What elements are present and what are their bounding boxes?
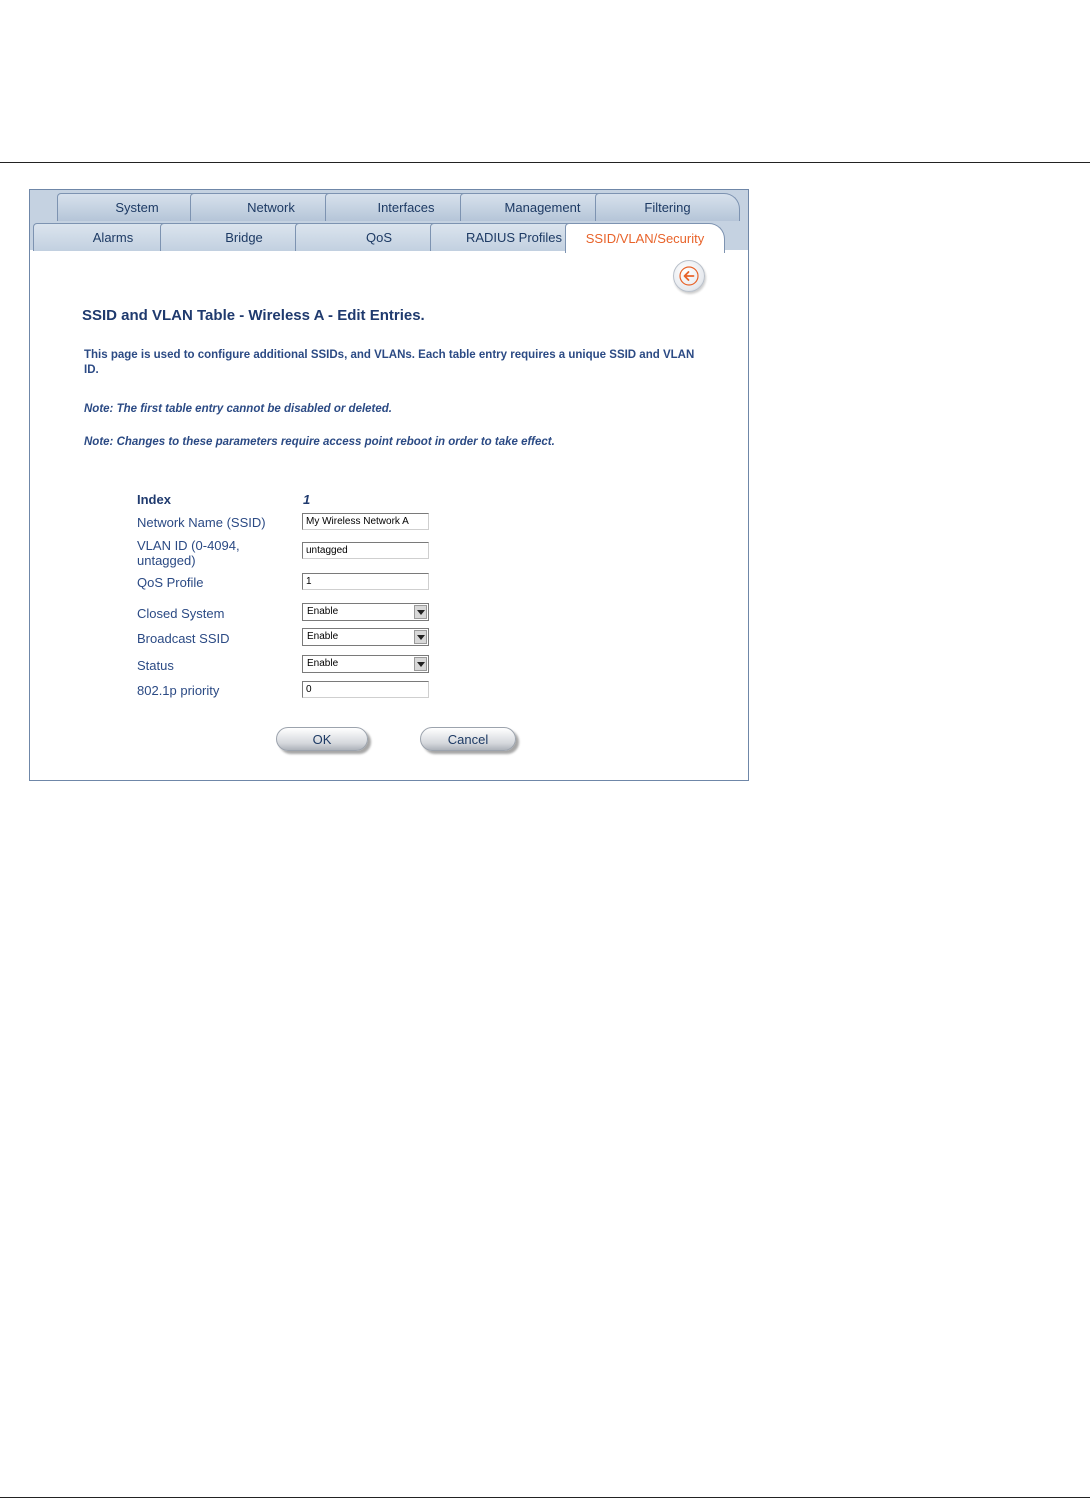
closed-system-label: Closed System: [137, 606, 225, 621]
chevron-down-icon: [414, 605, 427, 619]
tab-bar: [30, 190, 748, 250]
status-select[interactable]: [302, 655, 429, 673]
chevron-down-icon: [414, 630, 427, 644]
index-label: Index: [137, 492, 171, 507]
closed-system-value: Enable: [307, 606, 339, 617]
broadcast-ssid-select[interactable]: [302, 628, 429, 646]
back-arrow-icon: [679, 266, 699, 286]
tab-ssid-vlan-security[interactable]: SSID/VLAN/Security: [565, 223, 725, 253]
cancel-button[interactable]: Cancel: [420, 727, 516, 751]
tab-filtering[interactable]: Filtering: [595, 193, 740, 221]
tab-qos[interactable]: QoS: [295, 223, 463, 251]
ok-button[interactable]: OK: [276, 727, 368, 751]
tab-management[interactable]: Management: [460, 193, 625, 221]
browser-panel: [29, 189, 749, 781]
vlan-id-input[interactable]: untagged: [302, 542, 429, 559]
status-label: Status: [137, 658, 174, 673]
top-rule: [0, 162, 1090, 163]
chevron-down-icon: [414, 657, 427, 671]
tab-radius-profiles[interactable]: RADIUS Profiles: [430, 223, 598, 251]
broadcast-ssid-label: Broadcast SSID: [137, 631, 230, 646]
qos-profile-label: QoS Profile: [137, 575, 204, 590]
broadcast-ssid-value: Enable: [307, 631, 339, 642]
vlan-id-label: VLAN ID (0-4094, untagged): [137, 538, 240, 568]
back-button[interactable]: [673, 260, 705, 292]
ssid-label: Network Name (SSID): [137, 515, 266, 530]
tab-system[interactable]: System: [57, 193, 217, 221]
bottom-rule: [0, 1497, 1090, 1498]
tab-alarms[interactable]: Alarms: [33, 223, 193, 251]
priority-input[interactable]: 0: [302, 681, 429, 698]
tab-bridge[interactable]: Bridge: [160, 223, 328, 251]
qos-profile-input[interactable]: 1: [302, 573, 429, 590]
page-title: SSID and VLAN Table - Wireless A - Edit Entries.: [82, 307, 425, 324]
note-reboot: Note: Changes to these parameters require access point reboot in order to take effect.: [84, 436, 555, 448]
note-first-entry: Note: The first table entry cannot be disabled or deleted.: [84, 403, 392, 415]
index-value: 1: [303, 492, 311, 507]
priority-label: 802.1p priority: [137, 683, 220, 698]
status-value: Enable: [307, 658, 339, 669]
closed-system-select[interactable]: [302, 603, 429, 621]
tab-network[interactable]: Network: [190, 193, 352, 221]
page-description: This page is used to configure additional SSIDs, and VLANs. Each table entry requires a unique SSID and VLAN ID.: [84, 349, 695, 376]
ssid-input[interactable]: My Wireless Network A: [302, 513, 429, 530]
tab-interfaces[interactable]: Interfaces: [325, 193, 487, 221]
